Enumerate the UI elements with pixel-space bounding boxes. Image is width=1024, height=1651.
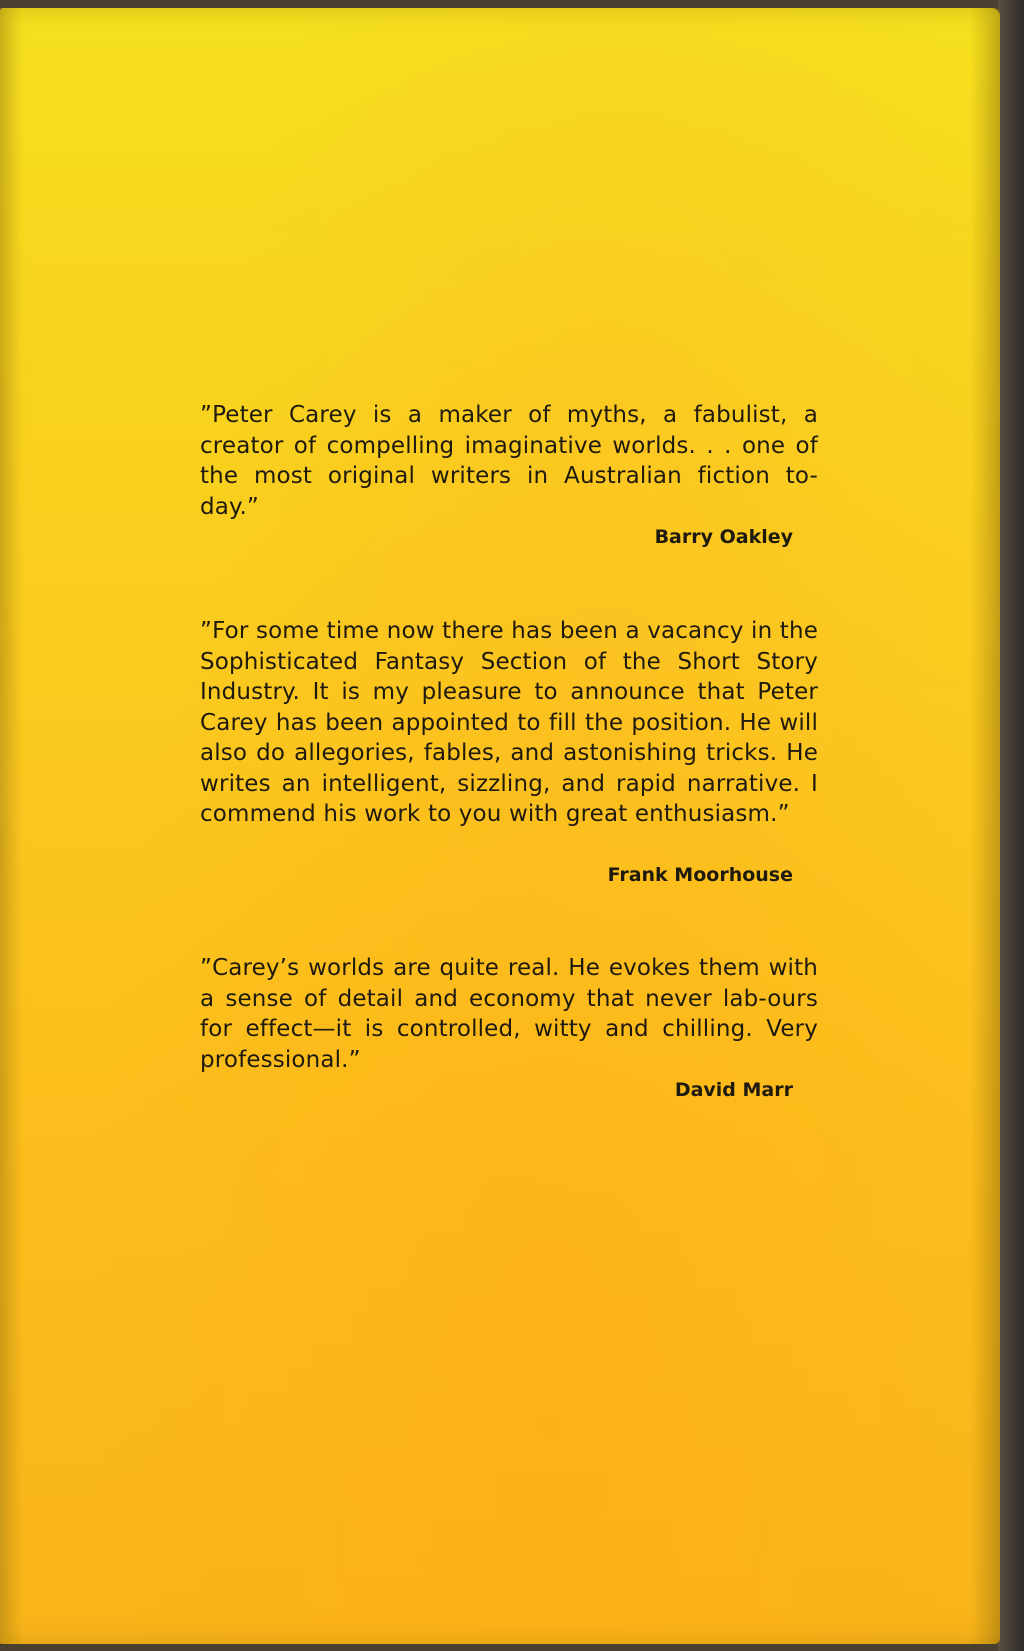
review-quote-barry-oakley: ”Peter Carey is a maker of myths, a fabulist, a creator of compelling imaginative worlds. . . one of the most original writers in Australian fiction to-day.” [200,402,818,520]
book-back-cover [0,8,1000,1644]
scanner-background-edge [998,0,1024,1651]
review-quote-david-marr: ”Carey’s worlds are quite real. He evokes them with a sense of detail and economy that never lab-ours for effect—it is controlled, witty and chilling. Very professional.” [200,955,818,1073]
review-quote-frank-moorhouse: ”For some time now there has been a vacancy in the Sophisticated Fantasy Section of the Short Story Industry. It is my pleasure to announce that Peter Carey has been appointed to fill the position. He will also do allegories, fables, and astonishing tricks. He writes an intelligent, sizzling, and rapid narrative. I commend his work to you with great enthusiasm.” [200,618,818,827]
attribution-david-marr: David Marr [674,1079,793,1101]
attribution-barry-oakley: Barry Oakley [654,526,793,548]
attribution-frank-moorhouse: Frank Moorhouse [607,864,793,886]
